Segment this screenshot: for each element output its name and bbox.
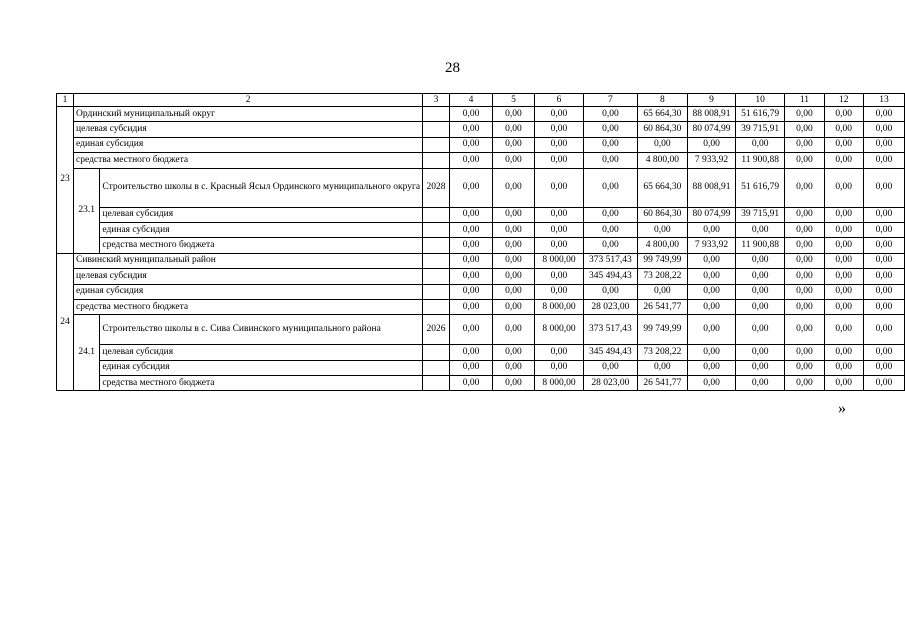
value-cell: 0,00 — [824, 269, 863, 284]
value-cell: 0,00 — [534, 122, 583, 137]
year-cell — [423, 269, 450, 284]
value-cell: 0,00 — [863, 122, 904, 137]
value-cell: 11 900,88 — [736, 238, 785, 253]
value-cell: 60 864,30 — [637, 122, 687, 137]
value-cell: 0,00 — [493, 107, 535, 122]
value-cell: 0,00 — [449, 207, 492, 222]
value-cell: 0,00 — [688, 299, 736, 314]
table-row — [57, 238, 905, 253]
value-cell: 73 208,22 — [637, 269, 687, 284]
value-cell: 8 000,00 — [534, 253, 583, 268]
value-cell: 0,00 — [637, 360, 687, 375]
value-cell: 0,00 — [493, 299, 535, 314]
value-cell: 0,00 — [493, 376, 535, 391]
column-header: 5 — [493, 94, 535, 107]
value-cell: 0,00 — [824, 315, 863, 345]
value-cell: 0,00 — [637, 284, 687, 299]
value-cell: 0,00 — [493, 137, 535, 152]
value-cell: 0,00 — [449, 153, 492, 168]
value-cell: 8 000,00 — [534, 299, 583, 314]
value-cell: 0,00 — [824, 284, 863, 299]
value-cell: 0,00 — [449, 269, 492, 284]
value-cell: 0,00 — [534, 222, 583, 237]
value-cell: 0,00 — [824, 122, 863, 137]
value-cell: 0,00 — [863, 137, 904, 152]
value-cell: 0,00 — [449, 238, 492, 253]
value-cell: 0,00 — [637, 137, 687, 152]
table-body — [57, 94, 905, 391]
value-cell: 0,00 — [688, 315, 736, 345]
year-cell — [423, 299, 450, 314]
value-cell: 0,00 — [688, 284, 736, 299]
value-cell: 0,00 — [449, 222, 492, 237]
value-cell: 0,00 — [493, 284, 535, 299]
value-cell: 0,00 — [824, 345, 863, 360]
value-cell: 0,00 — [534, 153, 583, 168]
value-cell: 0,00 — [534, 360, 583, 375]
value-cell: 0,00 — [785, 207, 824, 222]
value-cell: 0,00 — [824, 299, 863, 314]
row-label: Строительство школы в с. Красный Ясыл Ординского муниципального округа — [100, 168, 423, 207]
value-cell: 0,00 — [824, 153, 863, 168]
value-cell: 0,00 — [824, 137, 863, 152]
value-cell: 0,00 — [824, 168, 863, 207]
value-cell: 0,00 — [688, 360, 736, 375]
value-cell: 0,00 — [688, 345, 736, 360]
value-cell: 0,00 — [584, 168, 638, 207]
row-label: целевая субсидия — [74, 269, 423, 284]
table-row — [57, 137, 905, 152]
value-cell: 0,00 — [493, 269, 535, 284]
value-cell: 0,00 — [785, 315, 824, 345]
value-cell: 0,00 — [449, 107, 492, 122]
value-cell: 0,00 — [785, 299, 824, 314]
value-cell: 0,00 — [785, 137, 824, 152]
year-cell: 2028 — [423, 168, 450, 207]
column-header: 13 — [863, 94, 904, 107]
value-cell: 0,00 — [449, 360, 492, 375]
value-cell: 0,00 — [863, 153, 904, 168]
value-cell: 0,00 — [688, 376, 736, 391]
value-cell: 0,00 — [736, 299, 785, 314]
header-row — [57, 94, 905, 107]
value-cell: 4 800,00 — [637, 153, 687, 168]
value-cell: 0,00 — [534, 107, 583, 122]
value-cell: 0,00 — [449, 122, 492, 137]
table-row — [57, 122, 905, 137]
value-cell: 345 494,43 — [584, 269, 638, 284]
table-row — [57, 207, 905, 222]
value-cell: 0,00 — [863, 238, 904, 253]
column-header: 10 — [736, 94, 785, 107]
value-cell: 0,00 — [863, 107, 904, 122]
value-cell: 39 715,91 — [736, 122, 785, 137]
row-label: единая субсидия — [74, 284, 423, 299]
value-cell: 0,00 — [534, 168, 583, 207]
value-cell: 0,00 — [534, 207, 583, 222]
value-cell: 0,00 — [584, 207, 638, 222]
value-cell: 0,00 — [493, 345, 535, 360]
year-cell — [423, 284, 450, 299]
value-cell: 345 494,43 — [584, 345, 638, 360]
value-cell: 0,00 — [534, 345, 583, 360]
column-header: 12 — [824, 94, 863, 107]
year-cell — [423, 253, 450, 268]
table-row — [57, 376, 905, 391]
value-cell: 8 000,00 — [534, 315, 583, 345]
block-number: 23 — [57, 107, 74, 254]
value-cell: 0,00 — [863, 376, 904, 391]
value-cell: 0,00 — [584, 137, 638, 152]
value-cell: 0,00 — [493, 207, 535, 222]
value-cell: 0,00 — [785, 253, 824, 268]
table-row — [57, 222, 905, 237]
row-label: средства местного бюджета — [74, 153, 423, 168]
value-cell: 0,00 — [863, 168, 904, 207]
value-cell: 0,00 — [785, 153, 824, 168]
value-cell: 60 864,30 — [637, 207, 687, 222]
value-cell: 65 664,30 — [637, 168, 687, 207]
column-header: 7 — [584, 94, 638, 107]
column-header: 4 — [449, 94, 492, 107]
table-row — [57, 269, 905, 284]
value-cell: 0,00 — [824, 238, 863, 253]
value-cell: 99 749,99 — [637, 253, 687, 268]
value-cell: 0,00 — [584, 122, 638, 137]
value-cell: 0,00 — [785, 284, 824, 299]
block-number: 24 — [57, 253, 74, 391]
row-label: Строительство школы в с. Сива Сивинского муниципального района — [100, 315, 423, 345]
value-cell: 0,00 — [493, 360, 535, 375]
value-cell: 0,00 — [637, 222, 687, 237]
value-cell: 0,00 — [785, 122, 824, 137]
value-cell: 0,00 — [736, 222, 785, 237]
value-cell: 0,00 — [785, 168, 824, 207]
value-cell: 0,00 — [824, 360, 863, 375]
value-cell: 0,00 — [688, 137, 736, 152]
value-cell: 0,00 — [785, 345, 824, 360]
row-label: единая субсидия — [74, 137, 423, 152]
year-cell — [423, 153, 450, 168]
value-cell: 0,00 — [584, 284, 638, 299]
column-header: 2 — [74, 94, 423, 107]
value-cell: 73 208,22 — [637, 345, 687, 360]
value-cell: 0,00 — [736, 284, 785, 299]
value-cell: 28 023,00 — [584, 376, 638, 391]
row-label: единая субсидия — [100, 360, 423, 375]
value-cell: 0,00 — [785, 360, 824, 375]
value-cell: 0,00 — [449, 137, 492, 152]
column-header: 8 — [637, 94, 687, 107]
value-cell: 0,00 — [736, 360, 785, 375]
value-cell: 0,00 — [493, 315, 535, 345]
column-header: 6 — [534, 94, 583, 107]
column-header: 1 — [57, 94, 74, 107]
row-label: Ординский муниципальный округ — [74, 107, 423, 122]
value-cell: 26 541,77 — [637, 299, 687, 314]
value-cell: 65 664,30 — [637, 107, 687, 122]
value-cell: 0,00 — [449, 168, 492, 207]
table-row — [57, 168, 905, 207]
row-label: средства местного бюджета — [74, 299, 423, 314]
value-cell: 373 517,43 — [584, 315, 638, 345]
row-label: средства местного бюджета — [100, 376, 423, 391]
value-cell: 28 023,00 — [584, 299, 638, 314]
value-cell: 0,00 — [824, 253, 863, 268]
value-cell: 0,00 — [493, 153, 535, 168]
value-cell: 373 517,43 — [584, 253, 638, 268]
value-cell: 99 749,99 — [637, 315, 687, 345]
value-cell: 0,00 — [863, 299, 904, 314]
value-cell: 0,00 — [493, 168, 535, 207]
closing-quote: » — [838, 400, 846, 417]
value-cell: 0,00 — [824, 107, 863, 122]
value-cell: 0,00 — [863, 269, 904, 284]
value-cell: 0,00 — [785, 107, 824, 122]
value-cell: 0,00 — [449, 299, 492, 314]
value-cell: 0,00 — [785, 376, 824, 391]
row-label: целевая субсидия — [100, 207, 423, 222]
table-row — [57, 299, 905, 314]
row-label: целевая субсидия — [74, 122, 423, 137]
year-cell — [423, 238, 450, 253]
value-cell: 8 000,00 — [534, 376, 583, 391]
value-cell: 0,00 — [493, 122, 535, 137]
value-cell: 0,00 — [449, 315, 492, 345]
value-cell: 0,00 — [824, 207, 863, 222]
value-cell: 0,00 — [493, 238, 535, 253]
page-number: 28 — [445, 60, 460, 76]
column-header: 11 — [785, 94, 824, 107]
table-row — [57, 253, 905, 268]
value-cell: 0,00 — [534, 269, 583, 284]
year-cell — [423, 137, 450, 152]
value-cell: 80 074,99 — [688, 122, 736, 137]
value-cell: 0,00 — [584, 238, 638, 253]
value-cell: 7 933,92 — [688, 153, 736, 168]
value-cell: 0,00 — [785, 238, 824, 253]
value-cell: 0,00 — [534, 137, 583, 152]
year-cell: 2026 — [423, 315, 450, 345]
value-cell: 51 616,79 — [736, 168, 785, 207]
value-cell: 0,00 — [863, 222, 904, 237]
sub-number: 23.1 — [74, 168, 100, 253]
value-cell: 51 616,79 — [736, 107, 785, 122]
value-cell: 0,00 — [584, 107, 638, 122]
value-cell: 0,00 — [493, 253, 535, 268]
year-cell — [423, 360, 450, 375]
value-cell: 0,00 — [534, 238, 583, 253]
value-cell: 26 541,77 — [637, 376, 687, 391]
budget-table — [56, 93, 905, 391]
value-cell: 0,00 — [824, 222, 863, 237]
value-cell: 0,00 — [736, 315, 785, 345]
value-cell: 0,00 — [449, 284, 492, 299]
table-row — [57, 345, 905, 360]
value-cell: 4 800,00 — [637, 238, 687, 253]
value-cell: 0,00 — [785, 269, 824, 284]
column-header: 9 — [688, 94, 736, 107]
table-row — [57, 284, 905, 299]
row-label: средства местного бюджета — [100, 238, 423, 253]
year-cell — [423, 345, 450, 360]
value-cell: 0,00 — [584, 153, 638, 168]
value-cell: 11 900,88 — [736, 153, 785, 168]
value-cell: 88 008,91 — [688, 107, 736, 122]
value-cell: 0,00 — [863, 253, 904, 268]
year-cell — [423, 222, 450, 237]
table-row — [57, 153, 905, 168]
value-cell: 0,00 — [863, 284, 904, 299]
year-cell — [423, 376, 450, 391]
value-cell: 0,00 — [688, 269, 736, 284]
year-cell — [423, 107, 450, 122]
value-cell: 0,00 — [863, 207, 904, 222]
value-cell: 0,00 — [449, 376, 492, 391]
table-row — [57, 360, 905, 375]
value-cell: 0,00 — [863, 345, 904, 360]
value-cell: 7 933,92 — [688, 238, 736, 253]
value-cell: 0,00 — [863, 360, 904, 375]
value-cell: 0,00 — [736, 253, 785, 268]
value-cell: 0,00 — [449, 345, 492, 360]
year-cell — [423, 122, 450, 137]
value-cell: 0,00 — [736, 376, 785, 391]
value-cell: 80 074,99 — [688, 207, 736, 222]
value-cell: 0,00 — [688, 222, 736, 237]
value-cell: 0,00 — [584, 222, 638, 237]
value-cell: 0,00 — [534, 284, 583, 299]
value-cell: 0,00 — [493, 222, 535, 237]
value-cell: 39 715,91 — [736, 207, 785, 222]
value-cell: 0,00 — [449, 253, 492, 268]
row-label: единая субсидия — [100, 222, 423, 237]
value-cell: 0,00 — [736, 137, 785, 152]
table-row — [57, 315, 905, 345]
table-row — [57, 107, 905, 122]
value-cell: 0,00 — [736, 345, 785, 360]
sub-number: 24.1 — [74, 315, 100, 391]
row-label: целевая субсидия — [100, 345, 423, 360]
column-header: 3 — [423, 94, 450, 107]
value-cell: 0,00 — [824, 376, 863, 391]
value-cell: 0,00 — [584, 360, 638, 375]
year-cell — [423, 207, 450, 222]
value-cell: 0,00 — [863, 315, 904, 345]
value-cell: 0,00 — [736, 269, 785, 284]
value-cell: 0,00 — [688, 253, 736, 268]
value-cell: 0,00 — [785, 222, 824, 237]
row-label: Сивинский муниципальный район — [74, 253, 423, 268]
value-cell: 88 008,91 — [688, 168, 736, 207]
